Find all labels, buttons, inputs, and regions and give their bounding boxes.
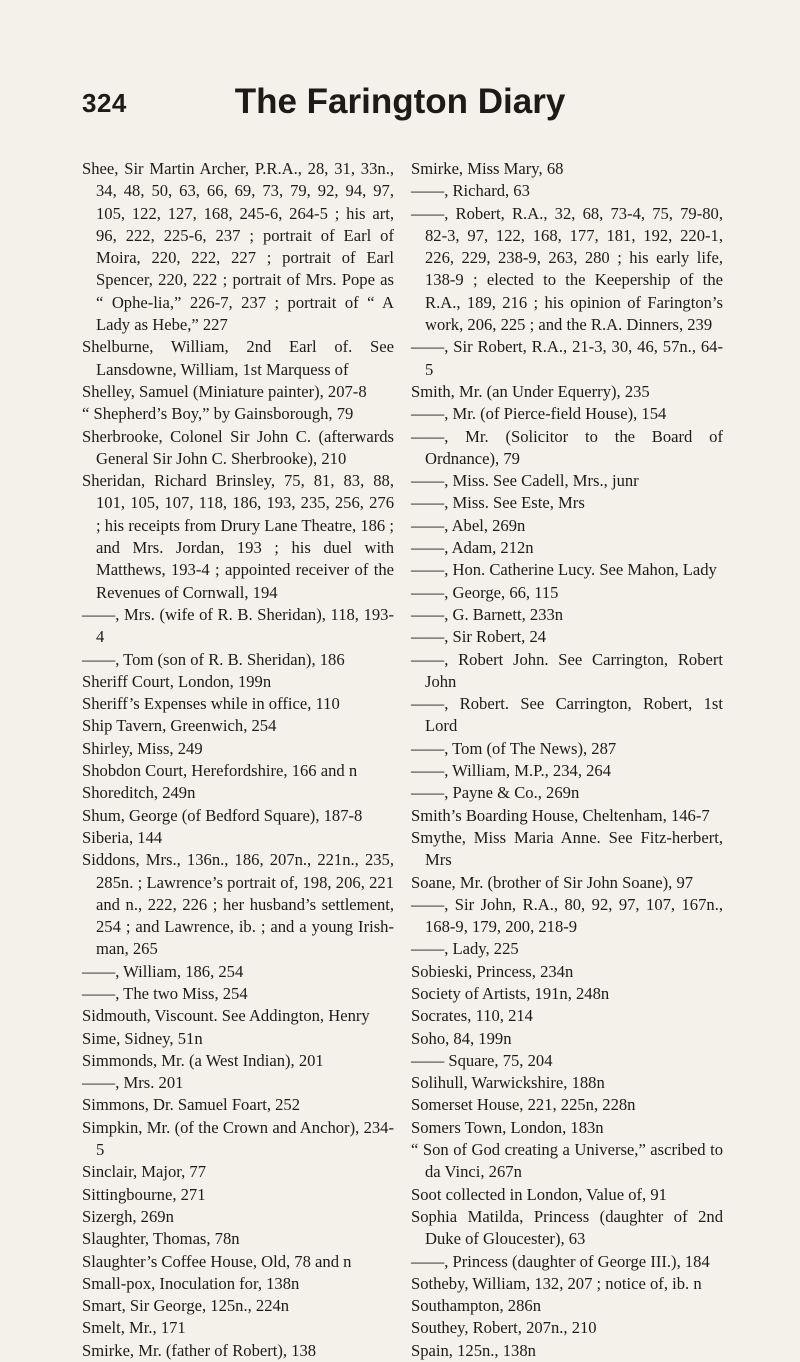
index-entry: Shoreditch, 249n	[82, 783, 196, 803]
index-entry: ——, Richard, 63	[411, 181, 530, 201]
index-entry: ——, Adam, 212n	[411, 538, 534, 558]
index-entry: Sotheby, William, 132, 207 ; notice of, ib. n	[411, 1273, 702, 1293]
index-entry: Smirke, Mr. (father of Robert), 138	[82, 1340, 317, 1360]
index-entry: ——, George, 66, 115	[411, 582, 559, 602]
index-entry: Soot collected in London, Value of, 91	[411, 1184, 667, 1204]
index-entry: ——, Tom (son of R. B. Sheridan), 186	[82, 649, 345, 669]
index-entry: Siberia, 144	[82, 827, 163, 847]
index-entry: Shobdon Court, Herefordshire, 166 and n	[82, 761, 358, 781]
index-entry: ——, Payne & Co., 269n	[411, 783, 580, 803]
index-entry: —— Square, 75, 204	[411, 1050, 553, 1070]
index-entry: ——, Abel, 269n	[411, 515, 526, 535]
index-entry: Shelburne, William, 2nd Earl of. See Lansdowne, William, 1st Marquess of	[82, 337, 394, 379]
index-columns	[82, 158, 723, 1362]
index-entry: Soane, Mr. (brother of Sir John Soane), 97	[411, 872, 694, 892]
index-entry: ——, Mr. (of Pierce-field House), 154	[411, 404, 667, 424]
index-entry: Solihull, Warwickshire, 188n	[411, 1073, 605, 1093]
index-entry: Ship Tavern, Greenwich, 254	[82, 716, 277, 736]
index-entry: ——, The two Miss, 254	[82, 983, 248, 1003]
index-entry: Simmons, Dr. Samuel Foart, 252	[82, 1095, 301, 1115]
index-entry: ——, Robert John. See Carrington, Robert John	[411, 649, 723, 691]
index-column-left	[82, 158, 394, 1362]
index-entry: Siddons, Mrs., 136n., 186, 207n., 221n., 235, 285n. ; Lawrence’s portrait of, 198, 206, 221 and n., 222, 226 ; her husband’s settlement, 254 ; and Lawrence, ib. ; and a young Irish-man, 265	[82, 850, 394, 959]
index-entry: Socrates, 110, 214	[411, 1006, 533, 1026]
index-entry: “ Son of God creating a Universe,” ascribed to da Vinci, 267n	[411, 1140, 723, 1182]
index-entry: ——, William, 186, 254	[82, 961, 244, 981]
index-entry: Somers Town, London, 183n	[411, 1117, 604, 1137]
index-entry: Southampton, 286n	[411, 1296, 541, 1316]
index-entry: Sittingbourne, 271	[82, 1184, 206, 1204]
index-entry: ——, Sir Robert, R.A., 21-3, 30, 46, 57n., 64-5	[411, 337, 723, 379]
index-entry: Sheriff’s Expenses while in office, 110	[82, 694, 340, 714]
index-entry: Sinclair, Major, 77	[82, 1162, 207, 1182]
index-entry: ——, Robert. See Carrington, Robert, 1st Lord	[411, 694, 723, 736]
index-entry: ——, William, M.P., 234, 264	[411, 761, 612, 781]
index-entry: Sime, Sidney, 51n	[82, 1028, 203, 1048]
index-entry: ——, Lady, 225	[411, 939, 519, 959]
index-entry: ——, Robert, R.A., 32, 68, 73-4, 75, 79-80, 82-3, 97, 122, 168, 177, 181, 192, 220-1, 226, 229, 238-9, 263, 280 ; his early life, 138-9 ; elected to the Keepership of the R.A., 189, 216 ; his opinion of Farington’s work, 206, 225 ; and the R.A. Dinners, 239	[411, 203, 723, 335]
index-entry: Small-pox, Inoculation for, 138n	[82, 1273, 300, 1293]
index-entry: Sherbrooke, Colonel Sir John C. (afterwards General Sir John C. Sherbrooke), 210	[82, 426, 394, 468]
index-entry: Slaughter’s Coffee House, Old, 78 and n	[82, 1251, 352, 1271]
index-entry: Smith, Mr. (an Under Equerry), 235	[411, 381, 650, 401]
page-number: 324	[82, 88, 127, 118]
index-entry: ——, Tom (of The News), 287	[411, 738, 617, 758]
index-entry: Slaughter, Thomas, 78n	[82, 1229, 240, 1249]
index-entry: Smythe, Miss Maria Anne. See Fitz-herbert, Mrs	[411, 827, 723, 870]
index-entry: ——, Hon. Catherine Lucy. See Mahon, Lady	[411, 560, 717, 580]
index-entry: ——, Princess (daughter of George III.), 184	[411, 1251, 710, 1271]
index-entry: Society of Artists, 191n, 248n	[411, 983, 610, 1003]
index-entry: ——, Mr. (Solicitor to the Board of Ordnance), 79	[411, 426, 723, 468]
index-entry: Shee, Sir Martin Archer, P.R.A., 28, 31, 33n., 34, 48, 50, 63, 66, 69, 73, 79, 92, 94, 97, 105, 122, 127, 168, 245-6, 264-5 ; his art, 96, 222, 225-6, 237 ; portrait of Earl of Moira, 220, 222, 227 ; portrait of Earl Spencer, 220, 222 ; portrait of Mrs. Pope as “ Ophe-lia,” 226-7, 237 ; portrait of “ A Lady as Hebe,” 227	[82, 159, 394, 335]
index-entry: Soho, 84, 199n	[411, 1028, 512, 1048]
index-entry: ——, Mrs. 201	[82, 1073, 184, 1093]
index-entry: Sidmouth, Viscount. See Addington, Henry	[82, 1006, 370, 1026]
index-entry: “ Shepherd’s Boy,” by Gainsborough, 79	[82, 404, 354, 424]
index-entry: Smith’s Boarding House, Cheltenham, 146-7	[411, 805, 710, 825]
index-entry: Southey, Robert, 207n., 210	[411, 1318, 597, 1338]
index-entry: ——, Miss. See Este, Mrs	[411, 493, 585, 513]
index-entry: ——, Sir Robert, 24	[411, 627, 547, 647]
index-entry: ——, G. Barnett, 233n	[411, 604, 564, 624]
index-entry: ——, Miss. See Cadell, Mrs., junr	[411, 471, 639, 491]
index-entry: Sizergh, 269n	[82, 1206, 174, 1226]
index-entry: Simpkin, Mr. (of the Crown and Anchor), 234-5	[82, 1117, 394, 1160]
index-entry: Somerset House, 221, 225n, 228n	[411, 1095, 636, 1115]
index-entry: Smelt, Mr., 171	[82, 1318, 186, 1338]
index-column-right	[411, 158, 723, 1362]
index-entry: ——, Sir John, R.A., 80, 92, 97, 107, 167n., 168-9, 179, 200, 218-9	[411, 894, 723, 937]
index-entry: Shum, George (of Bedford Square), 187-8	[82, 805, 363, 825]
index-entry: Sophia Matilda, Princess (daughter of 2nd Duke of Gloucester), 63	[411, 1206, 723, 1249]
index-entry: Sheriff Court, London, 199n	[82, 671, 272, 691]
index-entry: Simmonds, Mr. (a West Indian), 201	[82, 1050, 324, 1070]
index-entry: Spain, 125n., 138n	[411, 1340, 536, 1360]
index-entry: ——, Mrs. (wife of R. B. Sheridan), 118, 193-4	[82, 604, 394, 647]
index-entry: Sobieski, Princess, 234n	[411, 961, 574, 981]
index-entry: Sheridan, Richard Brinsley, 75, 81, 83, 88, 101, 105, 107, 118, 186, 193, 235, 256, 276 ; his receipts from Drury Lane Theatre, 186 ; and Mrs. Jordan, 193 ; his duel with Matthews, 193-4 ; appointed receiver of the Revenues of Cornwall, 194	[82, 471, 394, 602]
page-header	[82, 82, 718, 128]
index-entry: Shirley, Miss, 249	[82, 738, 203, 758]
index-entry: Shelley, Samuel (Miniature painter), 207-8	[82, 381, 367, 401]
running-title: The Farington Diary	[234, 82, 566, 121]
index-entry: Smart, Sir George, 125n., 224n	[82, 1296, 290, 1316]
index-entry: Smirke, Miss Mary, 68	[411, 159, 564, 178]
